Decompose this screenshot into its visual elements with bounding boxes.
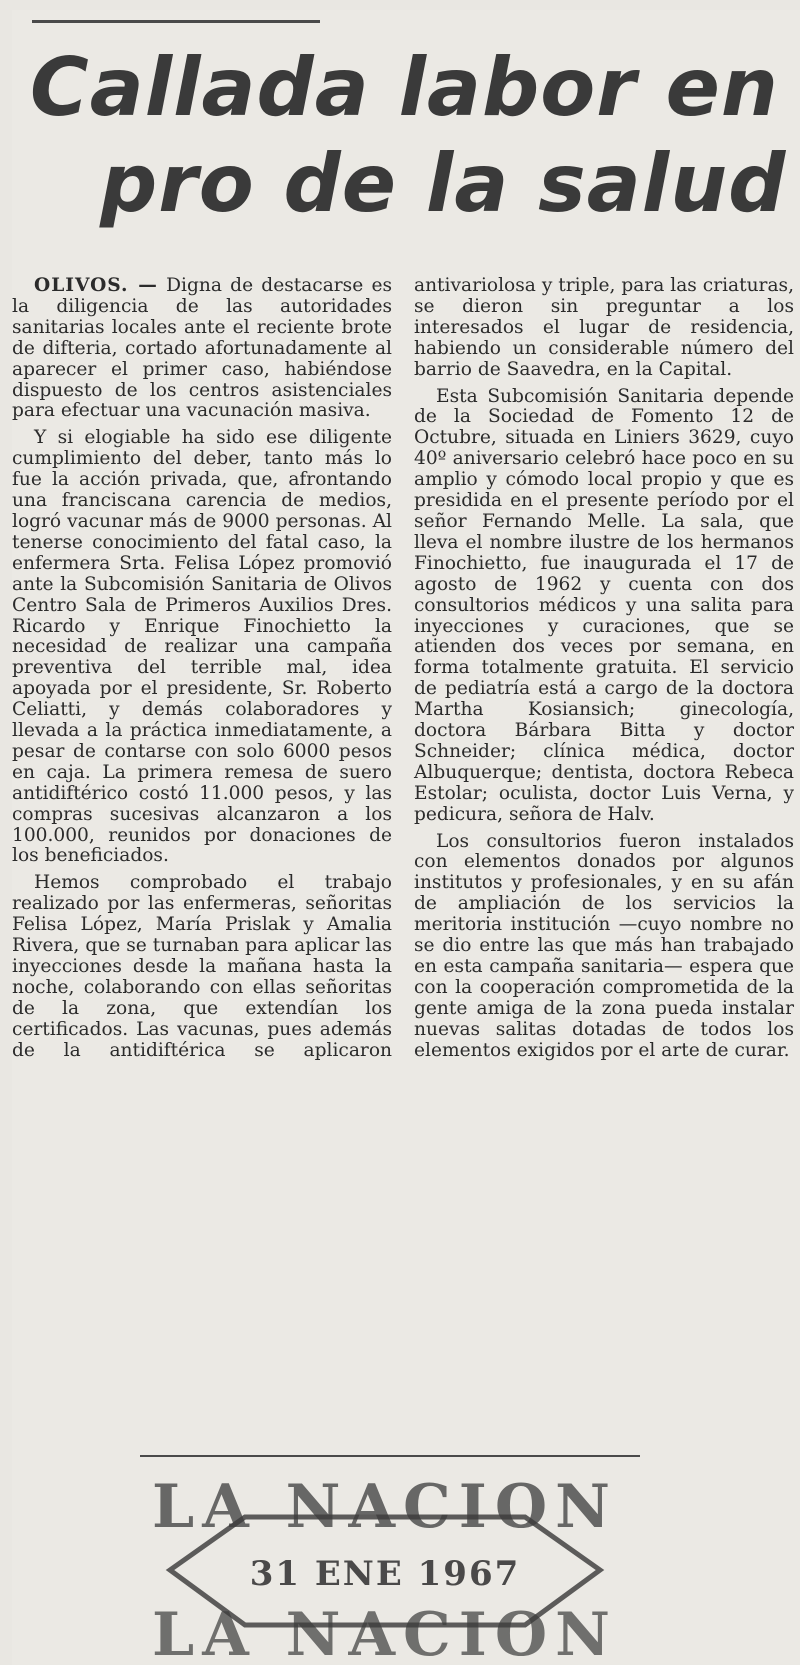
paragraph-2: Y si elogiable ha sido ese diligente cumplimiento del deber, tanto más lo fue la acción privada, que, afrontando una franciscana carencia de medios, logró vacunar más de 9000 personas. Al tenerse conocimiento del fatal caso, la enfermera Srta. Felisa López promovió ante la Subcomisión Sanitaria de Olivos Centro Sala de Primeros Auxilios Dres. Ricardo y Enrique Finochietto la necesidad de realizar una campaña preventiva del terrible mal, idea apoyada por el presidente, Sr. Roberto Celiatti, y demás colaboradores y llevada a la práctica inmediatamente, a pesar de contarse con solo 6000 pesos en caja. La primera remesa de suero antidiftérico costó 11.000 pesos, y las compras sucesivas alcanzaron a los 100.000, reunidos por donaciones de los beneficiados.: [12, 427, 392, 867]
paragraph-5: Los consultorios fueron instalados con elementos donados por algunos institutos y profesionales, y en su afán de ampliación de los servicios la meritoria institución —cuyo nombre no se dio entre las que más han trabajado en esta campaña sanitaria— espera que con la cooperación comprometida de la gente amiga de la zona pueda instalar nuevas salitas dotadas de todos los elementos exigidos por el arte de curar.: [414, 830, 794, 1061]
paragraph-1: [12, 276, 392, 422]
stamp-bottom-text: LA NACION: [152, 1600, 618, 1660]
top-rule: [32, 20, 320, 23]
dateline: OLIVOS. —: [34, 275, 158, 296]
headline-line-1: Callada labor en: [30, 41, 779, 134]
paragraph-1-text: Digna de destacarse es la diligencia de las autoridades sanitarias locales ante el reciente brote de difteria, cortado afortunadamente al aparecer el primer caso, habiéndose dispuesto de los centros asistenciales para efectuar una vacunación masiva.: [12, 275, 392, 422]
paragraph-4: Esta Subcomisión Sanitaria depende de la Sociedad de Fomento 12 de Octubre, situada en Liniers 3629, cuyo 40º aniversario celebró hace poco en su amplio y cómodo local propio y que es presidida en el presente período por el señor Fernando Melle. La sala, que lleva el nombre ilustre de los hermanos Finochietto, fue inaugurada el 17 de agosto de 1962 y cuenta con dos consultorios médicos y una salita para inyecciones y curaciones, que se atienden dos veces por semana, en forma totalmente gratuita. El servicio de pediatría está a cargo de la doctora Martha Kosiansich; ginecología, doctora Bárbara Bitta y doctor Schneider; clínica médica, doctor Albuquerque; dentista, doctora Rebeca Estolar; oculista, doctor Luis Verna, y pedicura, señora de Halv.: [414, 385, 794, 825]
paragraph-3: Hemos comprobado el trabajo realizado por las enfermeras, señoritas Felisa López, María Prislak y Amalia Rivera, que se turnaban para aplicar las inyecciones desde la mañana hasta la noche, colaborando con ellas señoritas de la zona, que extendían los certificados. Las vacunas, pues además de la antidiftérica se aplicaron antivariolosa y triple, para las criaturas, se dieron sin preguntar a los interesados el lugar de residencia, habiendo un considerable número del barrio de Saavedra, en la Capital.: [12, 275, 794, 1061]
article-body: [12, 276, 794, 1065]
bottom-rule: [140, 1455, 640, 1457]
stamp-top-text: LA NACION: [152, 1475, 618, 1542]
headline-line-2: pro de la salud: [100, 137, 787, 230]
newspaper-date-stamp: [150, 1475, 620, 1660]
stamp-date: 31 ENE 1967: [249, 1554, 521, 1594]
headline: [28, 40, 798, 232]
